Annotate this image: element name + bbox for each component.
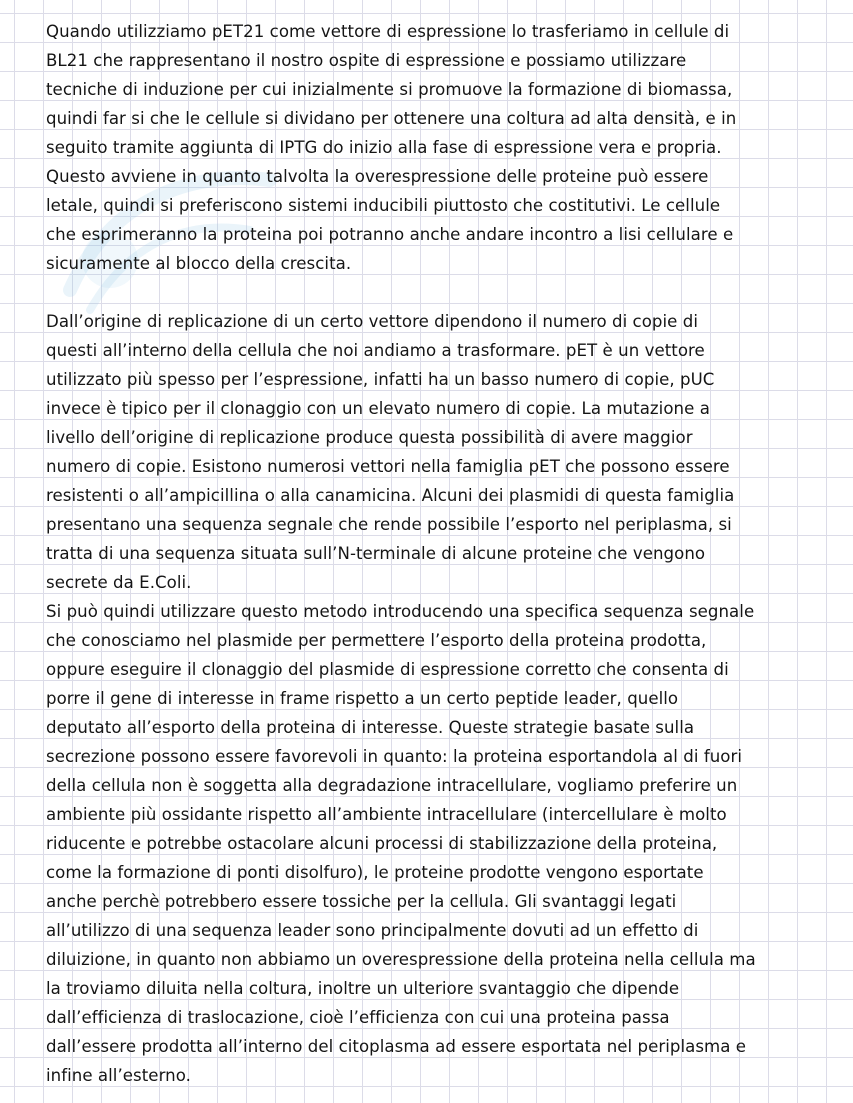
text-line: numero di copie. Esistono numerosi vettori nella famiglia pET che possono essere — [46, 457, 730, 476]
text-line: quindi far si che le cellule si dividano per ottenere una coltura ad alta densità, e in — [46, 109, 737, 128]
text-line: tecniche di induzione per cui inizialmente si promuove la formazione di biomassa, — [46, 80, 733, 99]
text-line: Quando utilizziamo pET21 come vettore di espressione lo trasferiamo in cellule di — [46, 22, 730, 41]
text-line: livello dell’origine di replicazione produce questa possibilità di avere maggior — [46, 428, 693, 447]
text-line: diluizione, in quanto non abbiamo un overespressione della proteina nella cellula ma — [46, 950, 756, 969]
text-line: Dall’origine di replicazione di un certo vettore dipendono il numero di copie di — [46, 312, 699, 331]
text-line: Questo avviene in quanto talvolta la overespressione delle proteine può essere — [46, 167, 709, 186]
text-line: che conosciamo nel plasmide per permettere l’esporto della proteina prodotta, — [46, 631, 707, 650]
text-line: anche perchè potrebbero essere tossiche per la cellula. Gli svantaggi legati — [46, 892, 677, 911]
text-line: resistenti o all’ampicillina o alla canamicina. Alcuni dei plasmidi di questa famiglia — [46, 486, 735, 505]
text-line: infine all’esterno. — [46, 1066, 191, 1085]
text-line: della cellula non è soggetta alla degradazione intracellulare, vogliamo preferire un — [46, 776, 738, 795]
text-line: la troviamo diluita nella coltura, inoltre un ulteriore svantaggio che dipende — [46, 979, 680, 998]
text-line: riducente e potrebbe ostacolare alcuni processi di stabilizzazione della proteina, — [46, 834, 718, 853]
paragraph-1 — [46, 17, 836, 278]
text-line: seguito tramite aggiunta di IPTG do inizio alla fase di espressione vera e propria. — [46, 138, 722, 157]
text-line: dall’essere prodotta all’interno del citoplasma ad essere esportata nel periplasma e — [46, 1037, 747, 1056]
text-line: come la formazione di ponti disolfuro), le proteine prodotte vengono esportate — [46, 863, 704, 882]
text-line: invece è tipico per il clonaggio con un elevato numero di copie. La mutazione a — [46, 399, 710, 418]
text-line: deputato all’esporto della proteina di interesse. Queste strategie basate sulla — [46, 718, 695, 737]
paragraph-2 — [46, 307, 836, 597]
text-line: oppure eseguire il clonaggio del plasmide di espressione corretto che consenta di — [46, 660, 729, 679]
text-line: tratta di una sequenza situata sull’N-terminale di alcune proteine che vengono — [46, 544, 706, 563]
text-line: BL21 che rappresentano il nostro ospite di espressione e possiamo utilizzare — [46, 51, 687, 70]
text-line: sicuramente al blocco della crescita. — [46, 254, 352, 273]
text-line: che esprimeranno la proteina poi potranno anche andare incontro a lisi cellulare e — [46, 225, 734, 244]
text-line: porre il gene di interesse in frame rispetto a un certo peptide leader, quello — [46, 689, 679, 708]
text-line: utilizzato più spesso per l’espressione, infatti ha un basso numero di copie, pUC — [46, 370, 715, 389]
text-line: ambiente più ossidante rispetto all’ambiente intracellulare (intercellulare è molto — [46, 805, 727, 824]
text-line: Si può quindi utilizzare questo metodo introducendo una specifica sequenza segnale — [46, 602, 755, 621]
document-page — [46, 17, 836, 1090]
paragraph-3 — [46, 597, 836, 1090]
text-line: questi all’interno della cellula che noi andiamo a trasformare. pET è un vettore — [46, 341, 705, 360]
text-line: letale, quindi si preferiscono sistemi inducibili piuttosto che costitutivi. Le cellule — [46, 196, 721, 215]
text-line: dall’efficienza di traslocazione, cioè l’efficienza con cui una proteina passa — [46, 1008, 670, 1027]
text-line: presentano una sequenza segnale che rende possibile l’esporto nel periplasma, si — [46, 515, 732, 534]
paragraph-gap — [46, 278, 836, 307]
text-line: secrezione possono essere favorevoli in quanto: la proteina esportandola al di fuori — [46, 747, 743, 766]
text-line: all’utilizzo di una sequenza leader sono principalmente dovuti ad un effetto di — [46, 921, 699, 940]
text-line: secrete da E.Coli. — [46, 573, 192, 592]
